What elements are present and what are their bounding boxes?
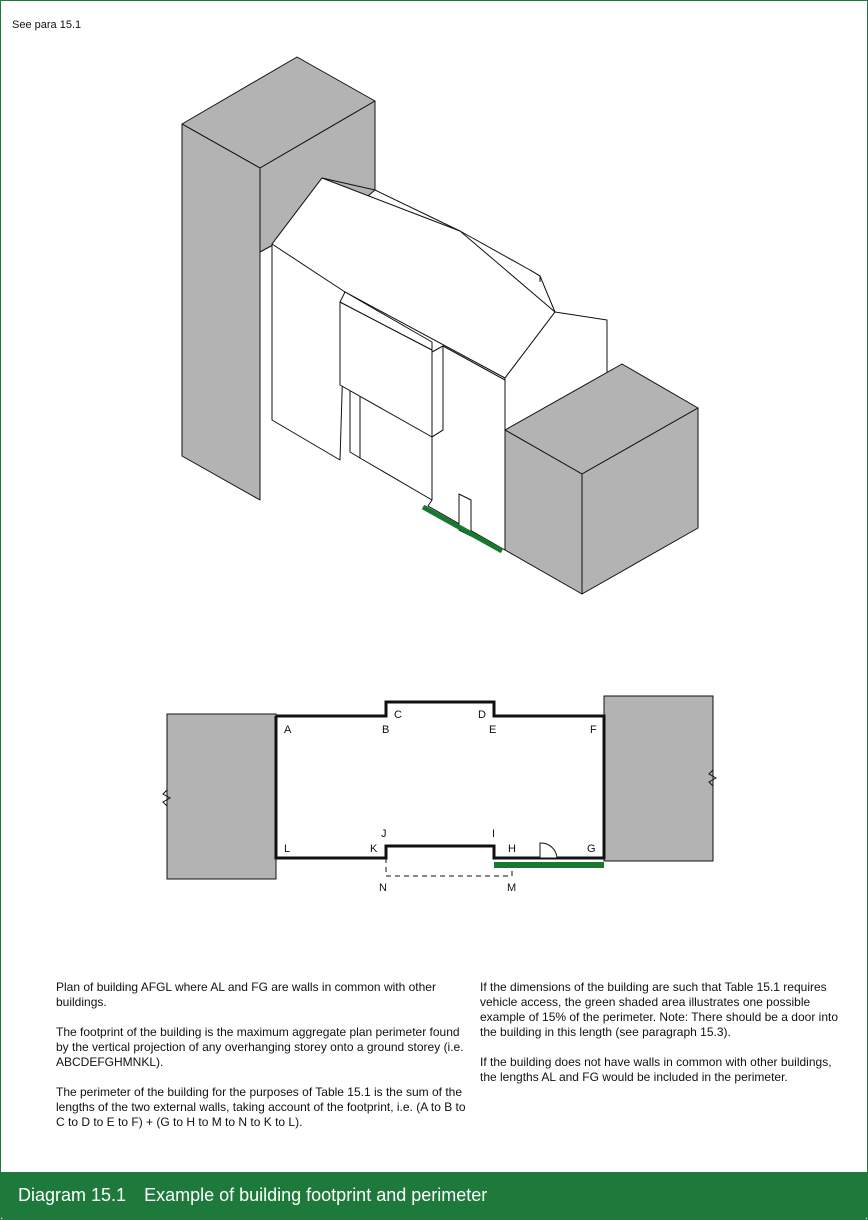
label-d: D bbox=[478, 709, 486, 721]
label-n: N bbox=[379, 882, 387, 894]
right-adjacent-building-plan bbox=[604, 696, 713, 861]
isometric-view bbox=[182, 57, 698, 594]
label-m: M bbox=[507, 882, 517, 894]
label-i: I bbox=[492, 828, 496, 840]
label-e: E bbox=[489, 724, 497, 736]
label-k: K bbox=[370, 843, 378, 855]
label-j: J bbox=[381, 828, 387, 840]
label-l: L bbox=[284, 843, 291, 855]
label-a: A bbox=[284, 724, 292, 736]
label-b: B bbox=[382, 724, 390, 736]
para-reference: See para 15.1 bbox=[12, 19, 82, 31]
label-c: C bbox=[394, 709, 402, 721]
caption-number: Diagram 15.1 bbox=[18, 1185, 127, 1205]
label-h: H bbox=[508, 843, 516, 855]
note-plan: Plan of building AFGL where AL and FG are walls in common with other buildings. bbox=[56, 980, 436, 1009]
label-g: G bbox=[587, 843, 596, 855]
notes-left bbox=[56, 980, 466, 1145]
note-no-common-walls: If the building does not have walls in common with other buildings, the lengths AL and FG would be included in the perimeter. bbox=[480, 1055, 832, 1084]
door-swing bbox=[540, 843, 557, 858]
left-adjacent-building-plan bbox=[167, 714, 276, 879]
caption-bar bbox=[0, 1172, 868, 1220]
label-f: F bbox=[590, 724, 597, 736]
diagram-caption bbox=[18, 1185, 487, 1206]
plan-view bbox=[163, 696, 716, 894]
building-outline-plan bbox=[276, 702, 604, 858]
note-perimeter: The perimeter of the building for the purposes of Table 15.1 is the sum of the lengths of the two external walls, taking account of the footprint, i.e. (A to B to C to D to E to F) + (G to H to M to N to K to L). bbox=[56, 1085, 466, 1129]
notes-right bbox=[480, 980, 840, 1100]
note-footprint: The footprint of the building is the maximum aggregate plan perimeter found by the vertical projection of any overhanging storey onto a ground storey (i.e. ABCDEFGHMNKL). bbox=[56, 1025, 464, 1069]
overhang-footprint bbox=[386, 858, 512, 876]
caption-title: Example of building footprint and perimeter bbox=[144, 1185, 488, 1205]
note-vehicle-access: If the dimensions of the building are such that Table 15.1 requires vehicle access, the green shaded area illustrates one possible example of 15% of the perimeter. Note: There should be a door into the building in this length (see paragraph 15.3). bbox=[480, 980, 838, 1039]
